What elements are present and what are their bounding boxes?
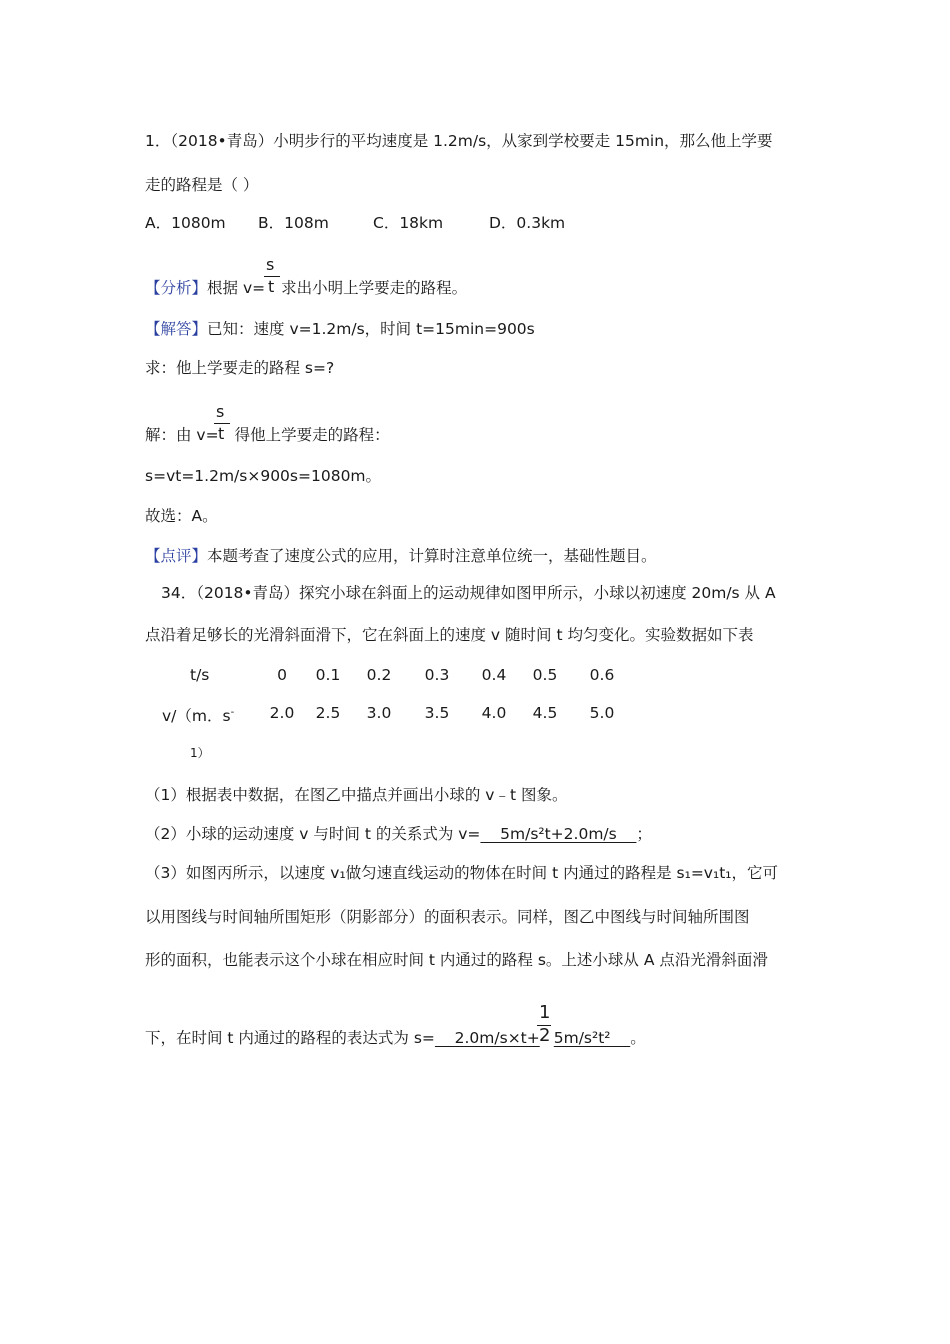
option-a: A．1080m	[145, 214, 226, 232]
comment-tag: 【点评】	[145, 547, 208, 565]
solve-fraction	[214, 403, 230, 447]
table-cell: 0.2	[366, 666, 392, 684]
fraction-numerator: s	[266, 255, 275, 274]
analysis-post: 求出小明上学要走的路程。	[281, 279, 468, 297]
table-cell: 0.3	[424, 666, 450, 684]
analysis-fraction	[264, 256, 280, 300]
table-row-v-label-cont: 1）	[190, 746, 210, 760]
answer-given-line	[145, 319, 535, 339]
table-cell: 2.5	[315, 704, 341, 722]
table-cell: 4.0	[481, 704, 507, 722]
table-cell: 2.0	[269, 704, 295, 722]
fraction-numerator: s	[216, 402, 225, 421]
fraction-denominator: t	[218, 424, 225, 443]
table-cell: 0.4	[481, 666, 507, 684]
option-b: B．108m	[258, 214, 329, 232]
answer-find: 求：他上学要走的路程 s=?	[145, 359, 335, 377]
fraction-numerator: 1	[539, 1002, 551, 1023]
answer-given: 已知：速度 v=1.2m/s，时间 t=15min=900s	[207, 320, 535, 338]
solve-post: 得他上学要走的路程：	[234, 426, 390, 444]
table-cell: 0.5	[532, 666, 558, 684]
option-d: D．0.3km	[489, 214, 566, 232]
table-cell: 5.0	[589, 704, 615, 722]
part3-answer-b: 5m/s²t²	[553, 1029, 631, 1047]
part2-post: ；	[636, 825, 652, 843]
analysis-tag: 【分析】	[145, 279, 208, 297]
q34-part1: （1）根据表中数据，在图乙中描点并画出小球的 v﹣t 图象。	[145, 786, 568, 804]
part2-pre: （2）小球的运动速度 v 与时间 t 的关系式为 v=	[145, 825, 481, 843]
q1-line1: 1．（2018•青岛）小明步行的平均速度是 1.2m/s，从家到学校要走 15min，那么他上学要	[145, 132, 773, 150]
part3-answer-a: 2.0m/s×t+	[434, 1029, 540, 1047]
solve-pre: 解：由 v=	[145, 426, 219, 444]
table-cell: 0	[277, 666, 287, 684]
table-row-t-label: t/s	[190, 666, 210, 684]
fraction-denominator: t	[268, 277, 275, 296]
table-cell: 3.0	[366, 704, 392, 722]
table-cell: 3.5	[424, 704, 450, 722]
answer-choice: 故选：A。	[145, 507, 218, 525]
superscript: -	[230, 707, 235, 718]
table-row-v-label: v/（m．s-	[162, 707, 235, 726]
comment-line	[145, 546, 657, 566]
table-cell: 0.1	[315, 666, 341, 684]
q34-line1: 34．（2018•青岛）探究小球在斜面上的运动规律如图甲所示，小球以初速度 20m/s 从 A	[161, 584, 776, 602]
answer-solve-line	[145, 425, 390, 445]
part3-fraction	[537, 1004, 551, 1050]
part3-post: 。	[630, 1029, 646, 1047]
q34-part3-line3: 形的面积，也能表示这个小球在相应时间 t 内通过的路程 s。上述小球从 A 点沿光滑斜面滑	[145, 951, 768, 969]
answer-tag: 【解答】	[145, 320, 208, 338]
answer-calc: s=vt=1.2m/s×900s=1080m。	[145, 467, 382, 485]
q34-part3-line1: （3）如图丙所示，以速度 v₁做匀速直线运动的物体在时间 t 内通过的路程是 s₁=v₁t₁，它可	[145, 864, 778, 882]
part3-pre: 下，在时间 t 内通过的路程的表达式为 s=	[145, 1029, 435, 1047]
table-cell: 0.6	[589, 666, 615, 684]
part2-answer: 5m/s²t+2.0m/s	[480, 825, 637, 843]
comment-text: 本题考查了速度公式的应用，计算时注意单位统一，基础性题目。	[207, 547, 657, 565]
q1-line2: 走的路程是（ ）	[145, 176, 259, 194]
analysis-pre: 根据 v=	[207, 279, 266, 297]
fraction-denominator: 2	[539, 1025, 551, 1046]
analysis-line	[145, 278, 467, 298]
q34-part2	[145, 824, 652, 844]
q34-part3-line4	[145, 1025, 646, 1048]
q34-part3-line2: 以用图线与时间轴所围矩形（阴影部分）的面积表示。同样，图乙中图线与时间轴所围图	[145, 908, 750, 926]
table-cell: 4.5	[532, 704, 558, 722]
option-c: C．18km	[373, 214, 444, 232]
q34-line2: 点沿着足够长的光滑斜面滑下，它在斜面上的速度 v 随时间 t 均匀变化。实验数据如下表	[145, 626, 754, 644]
